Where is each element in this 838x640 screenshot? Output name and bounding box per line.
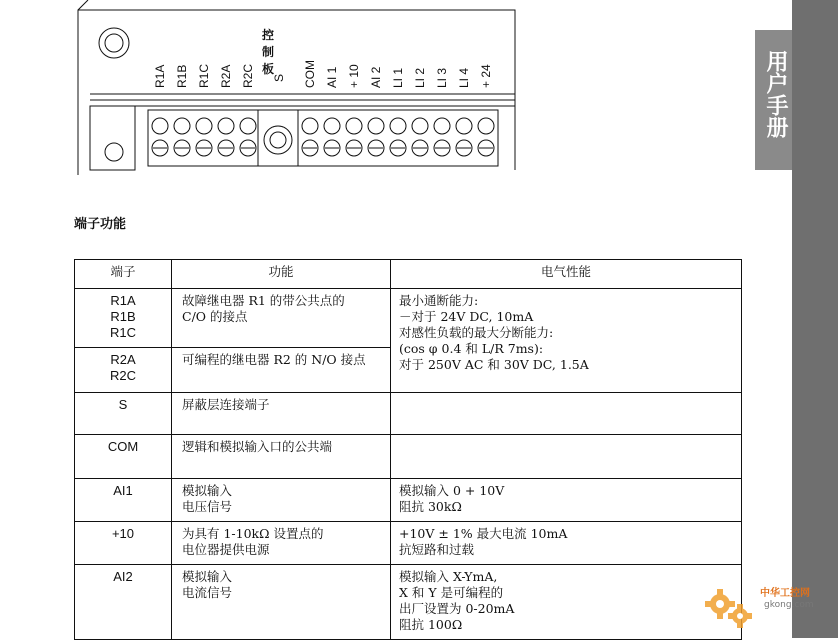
function-text: 故障继电器 R1 的带公共点的 [182, 293, 345, 308]
terminal-label: LI 3 [435, 67, 449, 88]
function-text: 模拟输入 [182, 569, 233, 584]
column-header-electrical: 电气性能 [391, 260, 742, 289]
electrical-text: 最小通断能力: [399, 293, 479, 308]
terminal-cell [75, 348, 172, 393]
terminal-label: + 24 [479, 64, 493, 88]
terminal-name: R1A [110, 293, 136, 308]
terminal-cell [75, 289, 172, 348]
function-text: 逻辑和模拟输入口的公共端 [182, 439, 333, 454]
watermark [700, 580, 830, 638]
electrical-text: 模拟输入 0 + 10V [399, 483, 505, 498]
terminal-name: +10 [111, 526, 135, 541]
terminal-screws [70, 0, 570, 180]
section-heading: 端子功能 [74, 217, 127, 232]
function-text: 电流信号 [182, 585, 233, 600]
terminal-label: LI 2 [413, 67, 427, 88]
electrical-text: X 和 Y 是可编程的 [399, 585, 504, 600]
electrical-cell [391, 479, 742, 522]
function-text: 屏蔽层连接端子 [182, 397, 270, 412]
terminal-label: LI 1 [391, 67, 405, 88]
side-strip [792, 0, 838, 638]
terminal-label: AI 2 [369, 66, 383, 88]
function-cell [172, 435, 391, 479]
board-title: 控制板 [262, 28, 275, 76]
terminal-label: R1A [153, 64, 167, 88]
electrical-text: 抗短路和过载 [399, 542, 475, 557]
terminal-label: LI 4 [457, 67, 471, 88]
terminal-name: COM [107, 439, 139, 454]
electrical-text: －对于 24V DC, 10mA [399, 309, 534, 324]
terminal-name: S [118, 397, 128, 412]
terminal-label: + 10 [347, 64, 361, 88]
electrical-text: +10V ± 1% 最大电流 10mA [399, 526, 568, 541]
watermark-brand: 中华工控网 [760, 588, 810, 599]
terminal-name: AI2 [113, 569, 133, 584]
electrical-cell [391, 393, 742, 435]
function-text: 电压信号 [182, 499, 233, 514]
electrical-text: (cos φ 0.4 和 L/R 7ms): [399, 341, 544, 356]
terminal-label: AI 1 [325, 66, 339, 88]
terminal-label: R1C [197, 63, 211, 88]
electrical-text: 阻抗 30kΩ [399, 499, 462, 514]
terminal-name: AI1 [113, 483, 133, 498]
terminal-name: R2A [110, 352, 136, 367]
terminal-cell [75, 479, 172, 522]
function-text: 可编程的继电器 R2 的 N/O 接点 [182, 352, 366, 367]
terminal-function-table [74, 259, 742, 640]
table-row [75, 289, 742, 348]
table-row [75, 479, 742, 522]
function-text: 电位器提供电源 [182, 542, 270, 557]
terminal-name: R1C [109, 325, 136, 340]
electrical-cell [391, 289, 742, 393]
gear-icon [700, 580, 760, 638]
electrical-text: 出厂设置为 0-20mA [399, 601, 515, 616]
table-row [75, 522, 742, 565]
function-cell [172, 393, 391, 435]
column-header-function: 功能 [172, 260, 391, 289]
electrical-text: 阻抗 100Ω [399, 617, 463, 632]
function-cell [172, 479, 391, 522]
function-cell [172, 289, 391, 348]
terminal-label: R2A [219, 64, 233, 88]
terminal-cell [75, 522, 172, 565]
electrical-cell [391, 565, 742, 640]
terminal-label: S [272, 73, 286, 82]
table-row [75, 565, 742, 640]
electrical-text: 模拟输入 X-YmA, [399, 569, 498, 584]
column-header-terminal: 端子 [75, 260, 172, 289]
table-header-row [75, 260, 742, 289]
table-row [75, 393, 742, 435]
electrical-cell [391, 522, 742, 565]
function-cell [172, 522, 391, 565]
side-tab-label: 用户手册 [763, 50, 788, 138]
watermark-domain: gkong.com [764, 600, 814, 610]
terminal-name: R2C [109, 368, 136, 383]
electrical-text: 对感性负载的最大分断能力: [399, 325, 554, 340]
electrical-cell [391, 435, 742, 479]
terminal-name: R1B [110, 309, 136, 324]
function-text: C/O 的接点 [182, 309, 248, 324]
function-cell [172, 565, 391, 640]
terminal-cell [75, 565, 172, 640]
terminal-label: R1B [175, 64, 189, 88]
electrical-text: 对于 250V AC 和 30V DC, 1.5A [399, 357, 589, 372]
terminal-cell [75, 435, 172, 479]
function-text: 为具有 1-10kΩ 设置点的 [182, 526, 324, 541]
terminal-label: COM [303, 60, 317, 88]
function-cell [172, 348, 391, 393]
terminal-label: R2C [241, 63, 255, 88]
terminal-cell [75, 393, 172, 435]
function-text: 模拟输入 [182, 483, 233, 498]
table-row [75, 435, 742, 479]
